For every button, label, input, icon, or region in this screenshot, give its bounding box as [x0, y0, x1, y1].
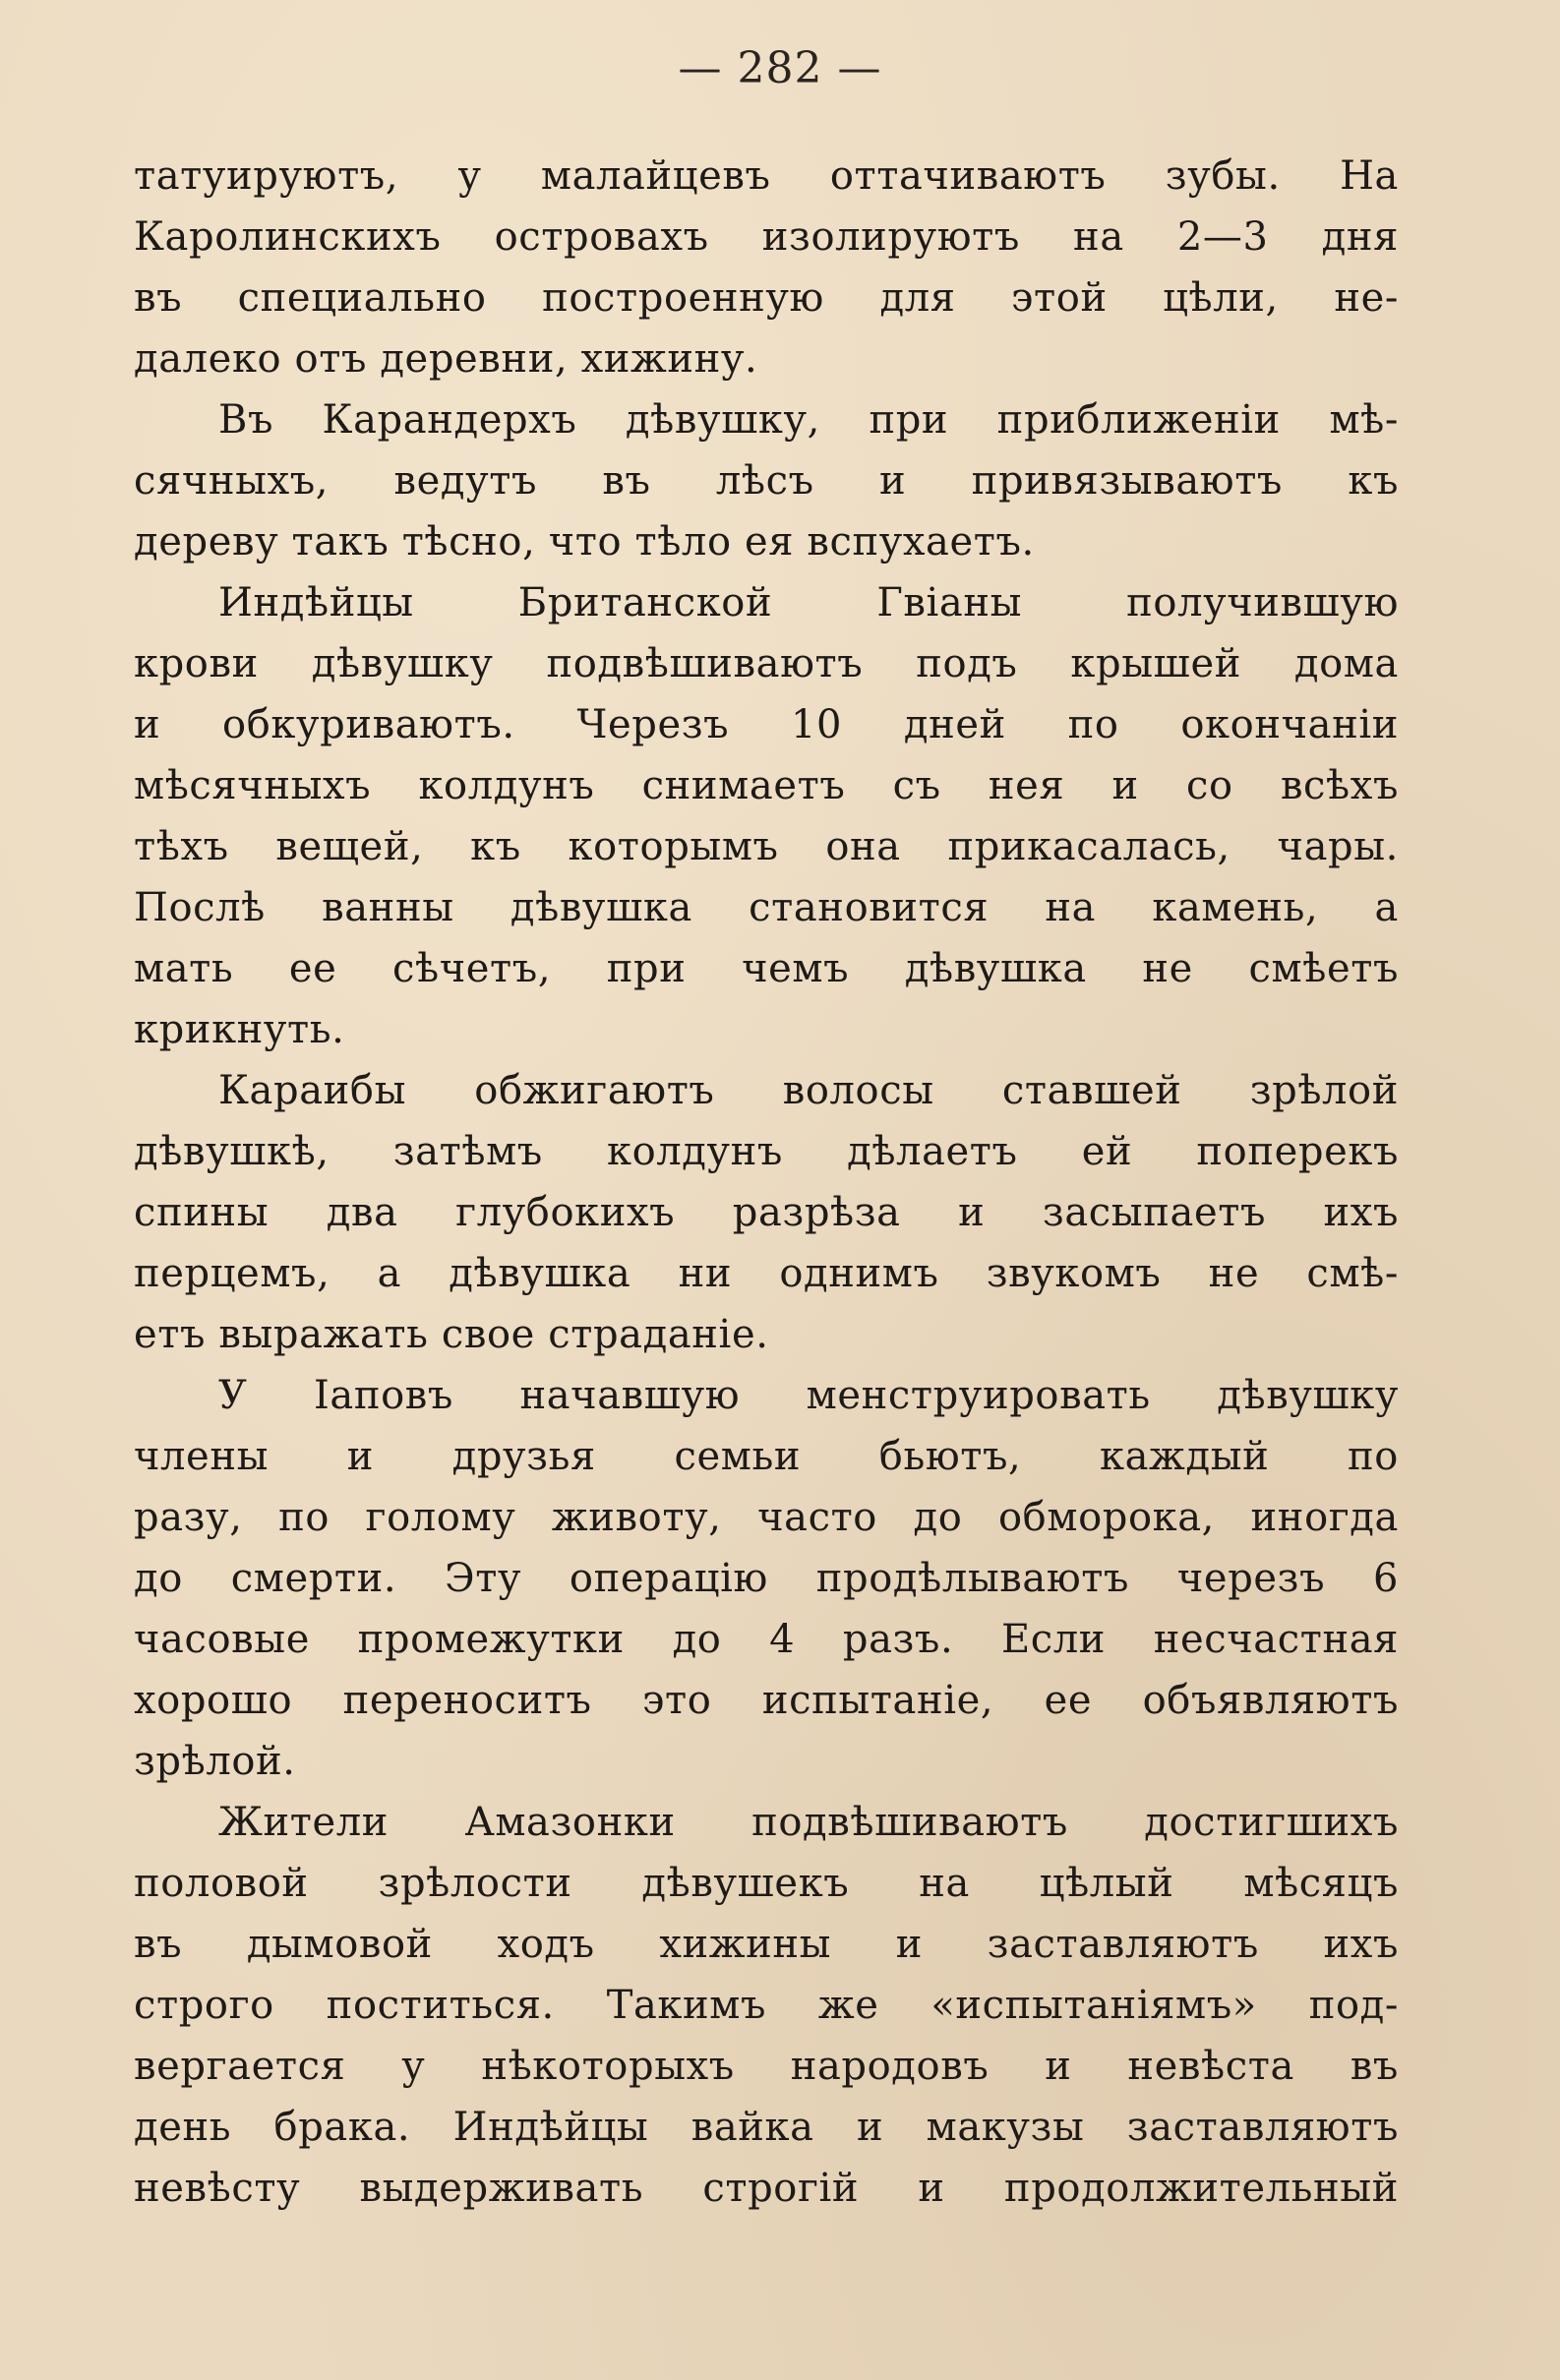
text-line: етъ выражать свое страданіе.: [134, 1312, 769, 1357]
text-line: Въ Карандерхъ дѣвушку, при приближеніи мѣ-: [218, 397, 1399, 443]
text-line: въ дымовой ходъ хижины и заставляютъ ихъ: [134, 1922, 1399, 1967]
text-line: перцемъ, а дѣвушка ни однимъ звукомъ не смѣ-: [134, 1251, 1399, 1296]
body-text: [134, 146, 1399, 2219]
text-line: Жители Амазонки подвѣшиваютъ достигшихъ: [218, 1800, 1399, 1845]
text-line: до смерти. Эту операцію продѣлываютъ черезъ 6: [134, 1556, 1399, 1601]
text-line: далеко отъ деревни, хижину.: [134, 336, 758, 382]
text-line: крикнуть.: [134, 1007, 345, 1052]
text-line: сячныхъ, ведутъ въ лѣсъ и привязываютъ къ: [134, 458, 1399, 504]
text-line: строго поститься. Такимъ же «испытаніямъ» под-: [134, 1983, 1399, 2028]
text-line: зрѣлой.: [134, 1739, 296, 1784]
page-number: — 282 —: [678, 43, 882, 93]
text-line: въ специально построенную для этой цѣли, не-: [134, 275, 1399, 321]
text-line: Индѣйцы Британской Гвіаны получившую: [218, 580, 1399, 625]
text-line: тѣхъ вещей, къ которымъ она прикасалась, чары.: [134, 824, 1399, 869]
text-line: спины два глубокихъ разрѣза и засыпаетъ ихъ: [134, 1190, 1399, 1235]
paragraph-6: [134, 1792, 1399, 2219]
text-line: день брака. Индѣйцы вайка и макузы заставляютъ: [134, 2105, 1399, 2150]
text-line: татуируютъ, у малайцевъ оттачиваютъ зубы. На: [134, 153, 1399, 199]
text-line: вергается у нѣкоторыхъ народовъ и невѣста въ: [134, 2044, 1399, 2089]
text-line: и обкуриваютъ. Черезъ 10 дней по окончаніи: [134, 702, 1399, 747]
paragraph-5: [134, 1365, 1399, 1792]
text-line: разу, по голому животу, часто до обморока, иногда: [134, 1495, 1399, 1540]
text-line: половой зрѣлости дѣвушекъ на цѣлый мѣсяцъ: [134, 1861, 1399, 1906]
text-line: часовые промежутки до 4 разъ. Если несчастная: [134, 1617, 1399, 1662]
text-line: Караибы обжигаютъ волосы ставшей зрѣлой: [218, 1068, 1399, 1113]
text-line: дереву такъ тѣсно, что тѣло ея вспухаетъ.: [134, 519, 1035, 565]
text-line: дѣвушкѣ, затѣмъ колдунъ дѣлаетъ ей поперекъ: [134, 1129, 1399, 1174]
text-line: хорошо переноситъ это испытаніе, ее объявляютъ: [134, 1678, 1399, 1723]
text-line: члены и друзья семьи бьютъ, каждый по: [134, 1434, 1399, 1479]
text-line: У Іаповъ начавшую менструировать дѣвушку: [218, 1373, 1399, 1418]
text-line: мѣсячныхъ колдунъ снимаетъ съ нея и со всѣхъ: [134, 763, 1399, 808]
text-line: Послѣ ванны дѣвушка становится на камень, а: [134, 885, 1399, 930]
text-line: Каролинскихъ островахъ изолируютъ на 2—3 дня: [134, 214, 1399, 260]
paragraph-1: [134, 146, 1399, 389]
text-line: мать ее сѣчетъ, при чемъ дѣвушка не смѣетъ: [134, 946, 1399, 991]
text-line: крови дѣвушку подвѣшиваютъ подъ крышей дома: [134, 641, 1399, 686]
paragraph-2: [134, 389, 1399, 572]
paragraph-3: [134, 572, 1399, 1060]
text-line: невѣсту выдерживать строгій и продолжительный: [134, 2166, 1399, 2211]
paragraph-4: [134, 1060, 1399, 1365]
